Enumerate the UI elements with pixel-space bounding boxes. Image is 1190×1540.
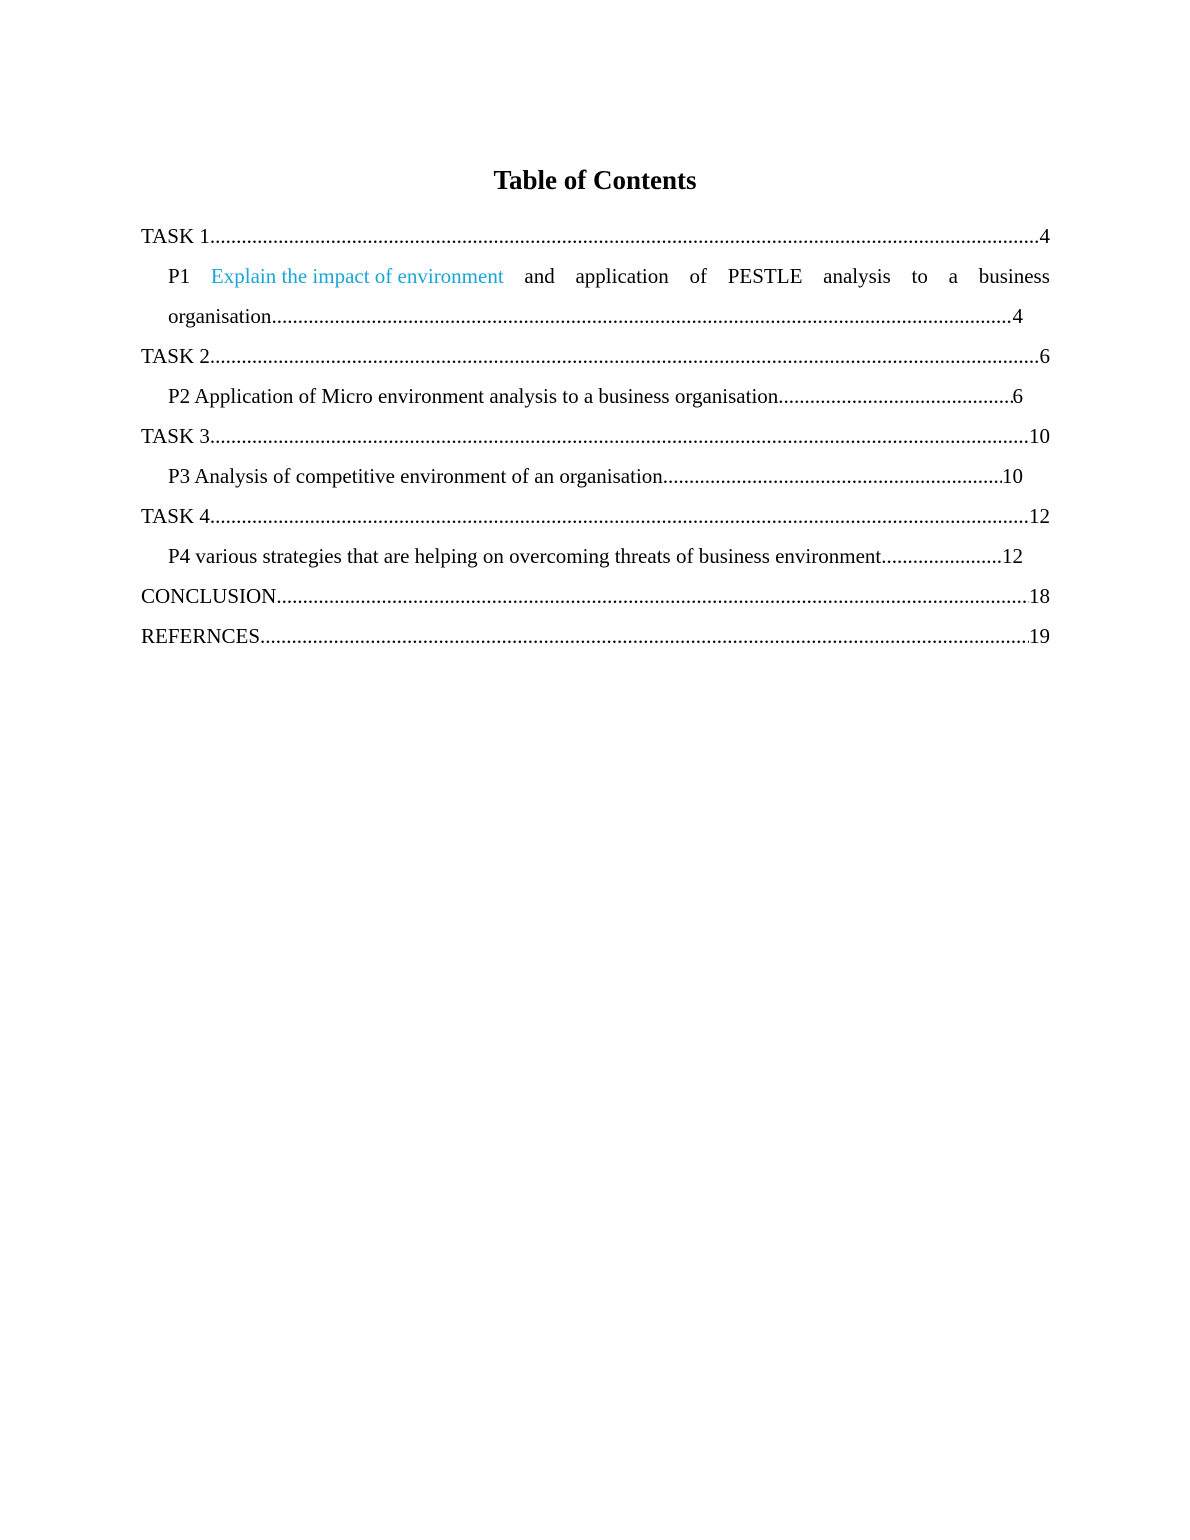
toc-entry-word: analysis (823, 264, 891, 288)
toc-entry-word: to (911, 264, 928, 288)
toc-entry-label: P4 various strategies that are helping on overcoming threats of business environment. (168, 544, 887, 568)
toc-entry-prefix: P1 (168, 264, 191, 288)
toc-entry-references[interactable] (141, 616, 1050, 656)
toc-page-number: 19 (1029, 624, 1050, 648)
toc-entry-link-text[interactable]: Explain the impact of environment (210, 264, 504, 288)
dot-leader (260, 616, 1029, 656)
toc-entry-task-4[interactable] (141, 496, 1050, 536)
toc-entry-p4[interactable] (168, 536, 1023, 576)
toc-entry-word: a (948, 264, 958, 288)
toc-entry-label: TASK 2 (141, 344, 210, 368)
toc-page-number: 10 (1029, 424, 1050, 448)
toc-entry-word: business (978, 264, 1050, 288)
toc-entry-p2[interactable] (168, 376, 1023, 416)
toc-entry-word: of (689, 264, 708, 288)
toc-entry-label: REFERNCES (141, 624, 261, 648)
toc-entry-label: P2 Application of Micro environment analysis to a business organisation (168, 384, 779, 408)
toc-entry-p1-second-line (168, 296, 1023, 336)
toc-entry-label: CONCLUSION (141, 584, 277, 608)
toc-page-number: 12 (1029, 504, 1050, 528)
dot-leader (210, 336, 1040, 376)
dot-leader (210, 216, 1040, 256)
toc-entry-p1[interactable] (168, 256, 1050, 336)
toc-entry-task-3[interactable] (141, 416, 1050, 456)
toc-entry-label: P3 Analysis of competitive environment of an organisation (168, 464, 663, 488)
toc-page-number: 4 (1039, 224, 1050, 248)
dot-leader (276, 576, 1029, 616)
dot-leader (663, 456, 1002, 496)
dot-leader (210, 416, 1029, 456)
toc-entry-label: TASK 4 (141, 504, 210, 528)
toc-entry-task-2[interactable] (141, 336, 1050, 376)
toc-page-number: 12 (1002, 544, 1023, 568)
toc-entry-continuation: organisation (168, 304, 272, 328)
toc-entry-word: PESTLE (727, 264, 803, 288)
toc-page-number: 6 (1012, 384, 1023, 408)
dot-leader (778, 376, 1012, 416)
toc-entry-p3[interactable] (168, 456, 1023, 496)
dot-leader (887, 536, 1002, 576)
dot-leader (210, 496, 1029, 536)
toc-entry-conclusion[interactable] (141, 576, 1050, 616)
toc-entry-label: TASK 3 (141, 424, 210, 448)
toc-entry-p1-first-line (168, 256, 1050, 296)
toc-title: Table of Contents (493, 165, 697, 195)
toc-entry-word: application (575, 264, 669, 288)
toc-entry-task-1[interactable] (141, 216, 1050, 256)
toc-page-number: 4 (1012, 304, 1023, 328)
toc-entry-word: and (524, 264, 555, 288)
toc-page-number: 6 (1039, 344, 1050, 368)
table-of-contents (141, 216, 1050, 656)
toc-page-number: 18 (1029, 584, 1050, 608)
dot-leader (271, 296, 1012, 336)
toc-entry-label: TASK 1 (141, 224, 210, 248)
toc-page-number: 10 (1002, 464, 1023, 488)
